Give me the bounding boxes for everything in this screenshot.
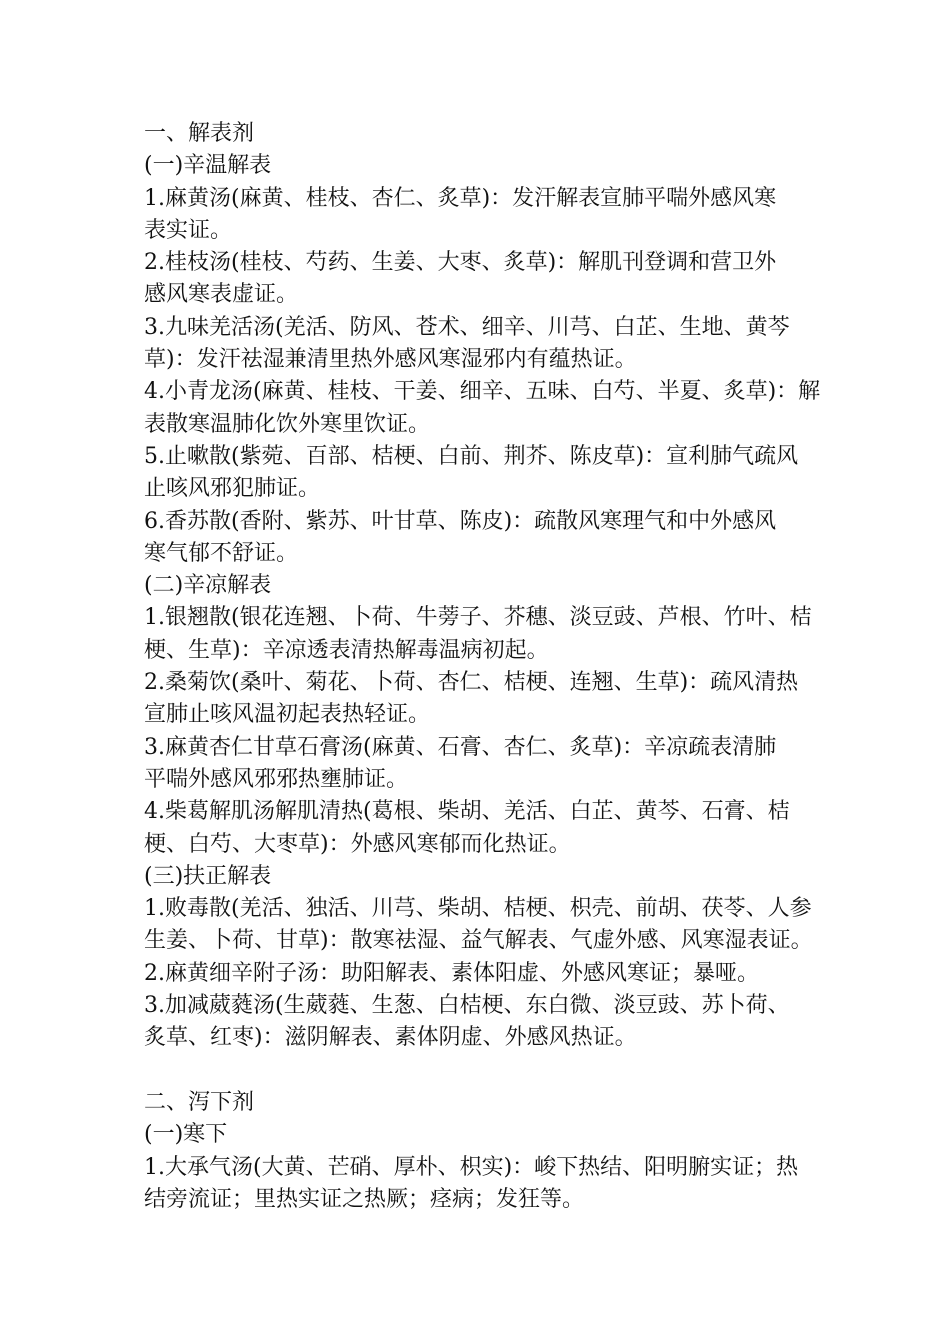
text-line: 平喘外感风邪邪热壅肺证。 [144,766,409,792]
text-line: 4.小青龙汤(麻黄、桂枝、干姜、细辛、五味、白芍、半夏、炙草)：解 [144,379,821,405]
text-line: 3.加减葳蕤汤(生葳蕤、生葱、白桔梗、东白微、淡豆豉、苏卜荷、 [144,993,790,1019]
text-line: 生姜、卜荷、甘草)：散寒祛湿、益气解表、气虚外感、风寒湿表证。 [144,928,813,954]
text-line: 2.麻黄细辛附子汤：助阳解表、素体阳虚、外感风寒证；暴哑。 [144,960,759,986]
subsection-heading-hanxia: (一)寒下 [144,1122,228,1148]
text-line: 1.败毒散(羌活、独活、川芎、柴胡、桔梗、枳壳、前胡、茯苓、人参 [144,896,812,922]
text-line: 1.银翘散(银花连翘、卜荷、牛蒡子、芥穗、淡豆豉、芦根、竹叶、桔 [144,605,812,631]
document-body [144,118,821,1216]
text-line: 草)：发汗祛湿兼清里热外感风寒湿邪内有蕴热证。 [144,347,637,373]
text-line: 结旁流证；里热实证之热厥；痉病；发狂等。 [144,1186,585,1212]
text-line: 宣肺止咳风温初起表热轻证。 [144,702,431,728]
text-line: 梗、生草)：辛凉透表清热解毒温病初起。 [144,637,549,663]
text-line: 寒气郁不舒证。 [144,540,299,566]
text-line: 表实证。 [144,217,233,243]
text-line: 炙草、红枣)：滋阴解表、素体阴虚、外感风热证。 [144,1025,637,1051]
text-line: 感风寒表虚证。 [144,282,299,308]
section-heading-jiebiao: 一、解表剂 [144,121,255,146]
text-line: 止咳风邪犯肺证。 [144,476,321,502]
text-line: 表散寒温肺化饮外寒里饮证。 [144,411,431,437]
text-line: 1.麻黄汤(麻黄、桂枝、杏仁、炙草)：发汗解表宣肺平喘外感风寒 [144,185,777,211]
text-line: 2.桑菊饮(桑叶、菊花、卜荷、杏仁、桔梗、连翘、生草)：疏风清热 [144,670,799,696]
subsection-heading-xinliang: (二)辛凉解表 [144,573,272,599]
text-line: 2.桂枝汤(桂枝、芍药、生姜、大枣、炙草)：解肌刊登调和营卫外 [144,250,777,276]
section-spacer [144,1055,814,1087]
text-line: 3.麻黄杏仁甘草石膏汤(麻黄、石膏、杏仁、炙草)：辛凉疏表清肺 [144,734,777,760]
text-line: 3.九味羌活汤(羌活、防风、苍术、细辛、川芎、白芷、生地、黄芩 [144,314,790,340]
text-line: 6.香苏散(香附、紫苏、叶甘草、陈皮)：疏散风寒理气和中外感风 [144,508,777,534]
text-line: 1.大承气汤(大黄、芒硝、厚朴、枳实)：峻下热结、阳明腑实证；热 [144,1154,799,1180]
subsection-heading-fuzheng: (三)扶正解表 [144,863,272,889]
subsection-heading-xinwen: (一)辛温解表 [144,153,272,179]
text-line: 梗、白芍、大枣草)：外感风寒郁而化热证。 [144,831,571,857]
text-line: 5.止嗽散(紫菀、百部、桔梗、白前、荆芥、陈皮草)：宣利肺气疏风 [144,443,799,469]
section-heading-xiexia: 二、泻下剂 [144,1089,255,1115]
text-line: 4.柴葛解肌汤解肌清热(葛根、柴胡、羌活、白芷、黄芩、石膏、桔 [144,799,790,825]
